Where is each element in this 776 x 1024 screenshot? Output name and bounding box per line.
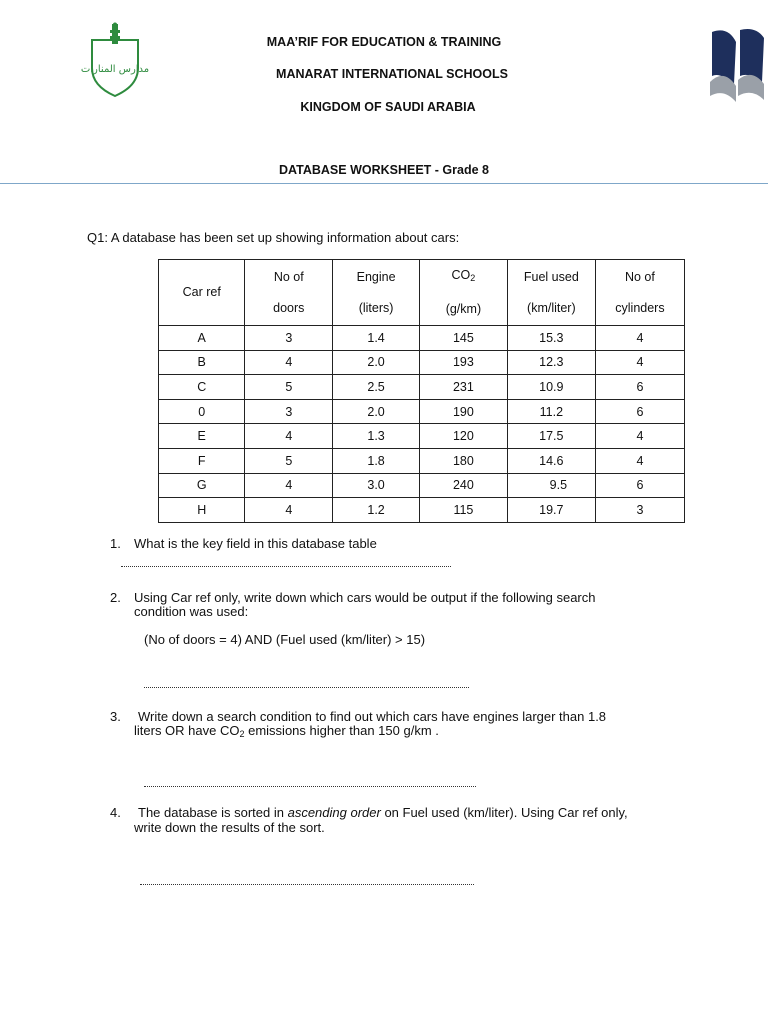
col-header-car-ref: Car ref	[159, 260, 245, 326]
answer-line-4[interactable]	[140, 884, 474, 885]
table-cell: 6	[595, 375, 684, 400]
table-cell: 4	[595, 448, 684, 473]
table-cell: 14.6	[507, 448, 595, 473]
answer-line-1[interactable]	[121, 566, 451, 567]
table-cell: 5	[245, 375, 333, 400]
table-row	[159, 326, 685, 351]
table-cell: 2.5	[333, 375, 420, 400]
question-3-line-2: liters OR have $CO_2$ emissions higher than 150 g/km .	[134, 723, 439, 739]
table-cell: 9.5	[507, 473, 595, 498]
table-cell: 4	[595, 350, 684, 375]
table-row	[159, 375, 685, 400]
answer-line-2[interactable]	[144, 687, 469, 688]
table-cell: 1.3	[333, 424, 420, 449]
table-cell: 2.0	[333, 350, 420, 375]
table-cell: 5	[245, 448, 333, 473]
col-header-doors: No of doors	[245, 260, 333, 326]
question-4-number: 4.	[110, 805, 121, 820]
table-cell: 10.9	[507, 375, 595, 400]
table-cell: 1.2	[333, 498, 420, 523]
table-cell: 6	[595, 399, 684, 424]
cars-database-table	[158, 259, 685, 523]
table-cell: 17.5	[507, 424, 595, 449]
table-cell: E	[159, 424, 245, 449]
table-cell: 190	[420, 399, 508, 424]
table-cell: 12.3	[507, 350, 595, 375]
table-cell: 3	[245, 326, 333, 351]
table-cell: 4	[245, 424, 333, 449]
table-cell: 11.2	[507, 399, 595, 424]
table-row	[159, 350, 685, 375]
table-cell: 145	[420, 326, 508, 351]
table-row	[159, 498, 685, 523]
question-3-number: 3.	[110, 709, 121, 724]
table-cell: 1.4	[333, 326, 420, 351]
search-condition: (No of doors = 4) AND (Fuel used (km/liter) > 15)	[144, 632, 426, 647]
col-header-co2: $CO_2$ (g/km)	[420, 260, 508, 326]
table-cell: 180	[420, 448, 508, 473]
table-row	[159, 399, 685, 424]
table-cell: G	[159, 473, 245, 498]
worksheet-title: DATABASE WORKSHEET - Grade 8	[279, 163, 489, 177]
question-1-text: What is the key field in this database table	[134, 536, 377, 551]
table-cell: 4	[245, 473, 333, 498]
table-cell: 6	[595, 473, 684, 498]
table-cell: C	[159, 375, 245, 400]
table-cell: 4	[595, 424, 684, 449]
col-header-engine: Engine (liters)	[333, 260, 420, 326]
country-name: KINGDOM OF SAUDI ARABIA	[300, 100, 476, 114]
table-cell: 240	[420, 473, 508, 498]
table-cell: 231	[420, 375, 508, 400]
question-3-line-1: Write down a search condition to find out which cars have engines larger than 1.8	[138, 709, 607, 724]
table-cell: H	[159, 498, 245, 523]
table-cell: 19.7	[507, 498, 595, 523]
table-cell: 4	[595, 326, 684, 351]
question-4-line-2: write down the results of the sort.	[134, 820, 325, 835]
question-2-line-2: condition was used:	[134, 604, 249, 619]
school-name: MANARAT INTERNATIONAL SCHOOLS	[276, 67, 508, 81]
table-cell: 15.3	[507, 326, 595, 351]
school-crest-logo	[80, 22, 150, 98]
question-1-number: 1.	[110, 536, 121, 551]
table-cell: 3	[595, 498, 684, 523]
table-cell: 115	[420, 498, 508, 523]
question-4-line-1: The database is sorted in ascending order on Fuel used (km/liter). Using Car ref only,	[138, 805, 628, 820]
table-cell: 3.0	[333, 473, 420, 498]
col-header-cylinders: No of cylinders	[595, 260, 684, 326]
org-name: MAA’RIF FOR EDUCATION & TRAINING	[266, 35, 502, 49]
table-row	[159, 448, 685, 473]
table-cell: A	[159, 326, 245, 351]
table-cell: B	[159, 350, 245, 375]
table-cell: 193	[420, 350, 508, 375]
table-row	[159, 424, 685, 449]
table-cell: 0	[159, 399, 245, 424]
q1-prompt: Q1: A database has been set up showing information about cars:	[87, 230, 460, 245]
col-header-fuel-used: Fuel used (km/liter)	[507, 260, 595, 326]
table-cell: 2.0	[333, 399, 420, 424]
table-cell: 120	[420, 424, 508, 449]
table-cell: 4	[245, 350, 333, 375]
table-cell: 1.8	[333, 448, 420, 473]
table-cell: F	[159, 448, 245, 473]
answer-line-3[interactable]	[144, 786, 476, 787]
table-header-row	[159, 260, 685, 326]
table-cell: 3	[245, 399, 333, 424]
table-row	[159, 473, 685, 498]
crest-arabic-text: مدارس المنارات	[80, 64, 150, 75]
table-cell: 4	[245, 498, 333, 523]
question-2-line-1: Using Car ref only, write down which cars would be output if the following search	[134, 590, 596, 605]
question-2-number: 2.	[110, 590, 121, 605]
header-divider	[0, 183, 768, 184]
